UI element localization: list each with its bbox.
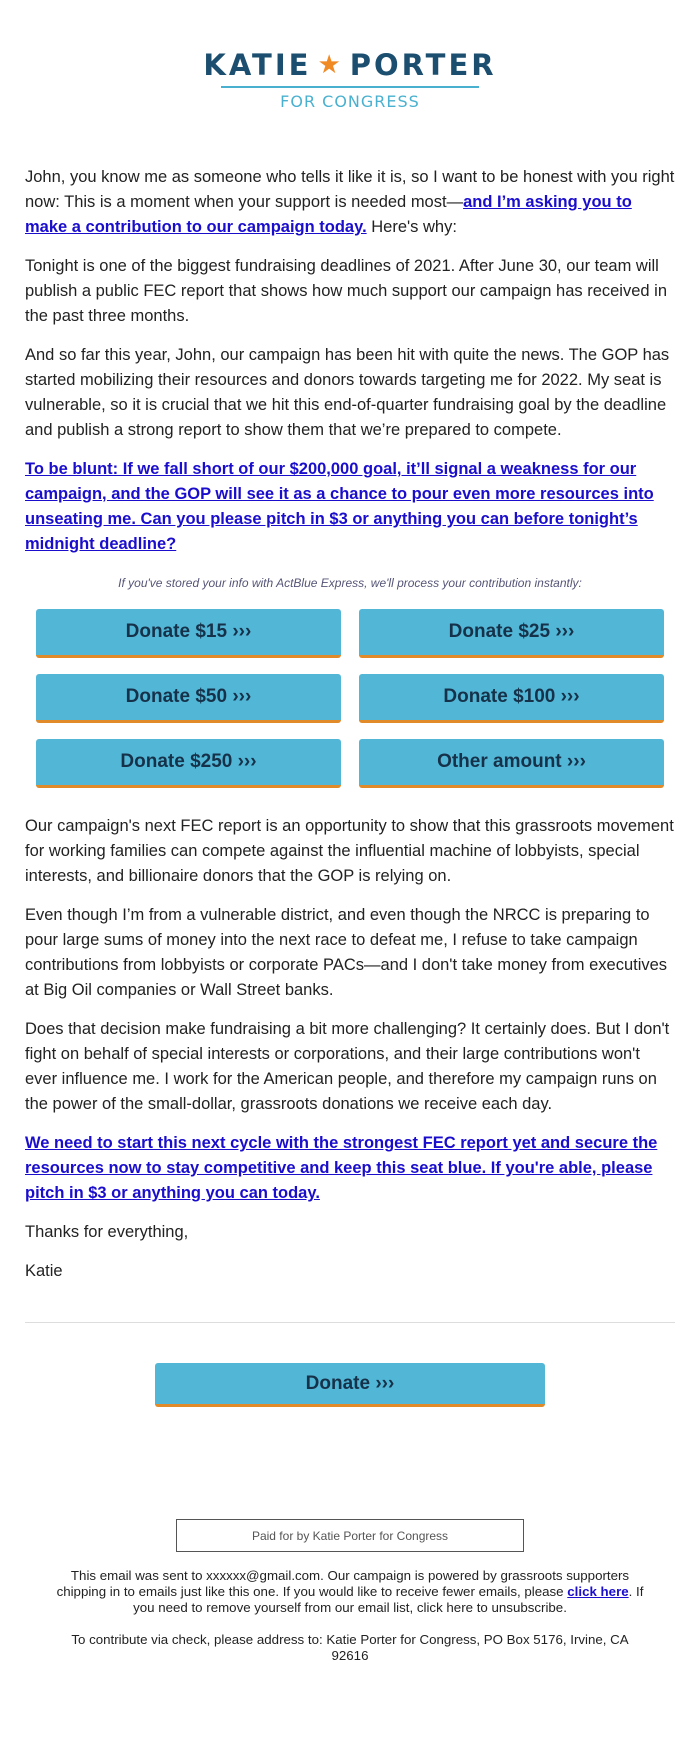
intro-paragraph: John, you know me as someone who tells it like it is, so I want to be honest with you right now: This is a moment when your support is needed most—and I’m asking you to make a contribution to our campaign today. Here's why:	[25, 168, 675, 236]
logo-name-right: PORTER	[349, 48, 497, 82]
donate-button-grid	[0, 609, 700, 788]
footer-address: To contribute via check, please address to: Katie Porter for Congress, PO Box 5176, Irvine, CA 92616	[71, 1632, 629, 1663]
challenge-paragraph: Does that decision make fundraising a bit more challenging? It certainly does. But I don't fight on behalf of special interests or corporations, and their large contributions won't ever influence me. I work for the American people, and therefore my campaign runs on the power of the small-dollar, grassroots donations we receive each day.	[25, 1020, 670, 1113]
fec-paragraph: Our campaign's next FEC report is an opportunity to show that this grassroots movement for working families can compete against the influential machine of lobbyists, special interests, and billionaire donors that the GOP is relying on.	[25, 817, 674, 885]
donate-50-button[interactable]: Donate $50 ›››	[36, 674, 341, 723]
contribute-link[interactable]: and I’m asking you to make a contribution to our campaign today.	[25, 193, 632, 236]
deadline-paragraph: Tonight is one of the biggest fundraising deadlines of 2021. After June 30, our team will publish a public FEC report that shows how much support our campaign has received in the past three months.	[25, 257, 668, 325]
logo-subtitle: FOR CONGRESS	[280, 92, 420, 111]
donate-main-wrap	[0, 1363, 700, 1407]
fewer-emails-link[interactable]: click here	[567, 1584, 629, 1599]
star-icon: ★	[317, 50, 344, 80]
district-paragraph: Even though I’m from a vulnerable district, and even though the NRCC is preparing to pour large sums of money into the next race to defeat me, I refuse to take campaign contributions from lobbyists or corporate PACs—and I don't take money from executives at Big Oil companies or Wall Street banks.	[25, 906, 668, 999]
campaign-logo	[0, 0, 700, 111]
logo-name-left: KATIE	[203, 48, 312, 82]
cycle-link[interactable]: We need to start this next cycle with the strongest FEC report yet and secure the resources now to stay competitive and keep this seat blue. If you're able, please pitch in $3 or anything you can today.	[25, 1134, 658, 1202]
footer-divider	[25, 1322, 675, 1323]
donate-250-button[interactable]: Donate $250 ›››	[36, 739, 341, 788]
gop-paragraph: And so far this year, John, our campaign has been hit with quite the news. The GOP has started mobilizing their resources and donors towards targeting me for 2022. My seat is vulnerable, so it is crucial that we hit this end-of-quarter fundraising goal by the deadline and publish a strong report to show them that we’re prepared to compete.	[25, 346, 670, 439]
email-content-continued	[0, 814, 700, 1284]
footer-notice: This email was sent to xxxxxx@gmail.com. Our campaign is powered by grassroots supporters chipping in to emails just like this one. If you would like to receive fewer emails, please click here. If you need to remove yourself from our email list, click here to unsubscribe.	[56, 1568, 644, 1615]
donate-100-button[interactable]: Donate $100 ›››	[359, 674, 664, 723]
donate-other-button[interactable]: Other amount ›››	[359, 739, 664, 788]
cycle-paragraph	[25, 1131, 675, 1206]
donate-15-button[interactable]: Donate $15 ›››	[36, 609, 341, 658]
logo-divider	[221, 86, 479, 88]
email-footer	[0, 1568, 700, 1664]
actblue-note: If you've stored your info with ActBlue Express, we'll process your contribution instantly:	[118, 576, 582, 590]
email-content	[0, 165, 700, 590]
goal-link[interactable]: To be blunt: If we fall short of our $200,000 goal, it’ll signal a weakness for our campaign, and the GOP will see it as a chance to pour even more resources into unseating me. Can you please pitch in $3 or anything you can before tonight’s midnight deadline?	[25, 460, 654, 553]
signature: Katie	[25, 1262, 63, 1280]
donate-25-button[interactable]: Donate $25 ›››	[359, 609, 664, 658]
goal-paragraph	[25, 457, 675, 557]
donate-main-button[interactable]: Donate ›››	[155, 1363, 545, 1407]
signoff: Thanks for everything,	[25, 1223, 189, 1241]
logo-wordmark	[203, 48, 496, 82]
paid-for-disclaimer: Paid for by Katie Porter for Congress	[176, 1519, 524, 1552]
